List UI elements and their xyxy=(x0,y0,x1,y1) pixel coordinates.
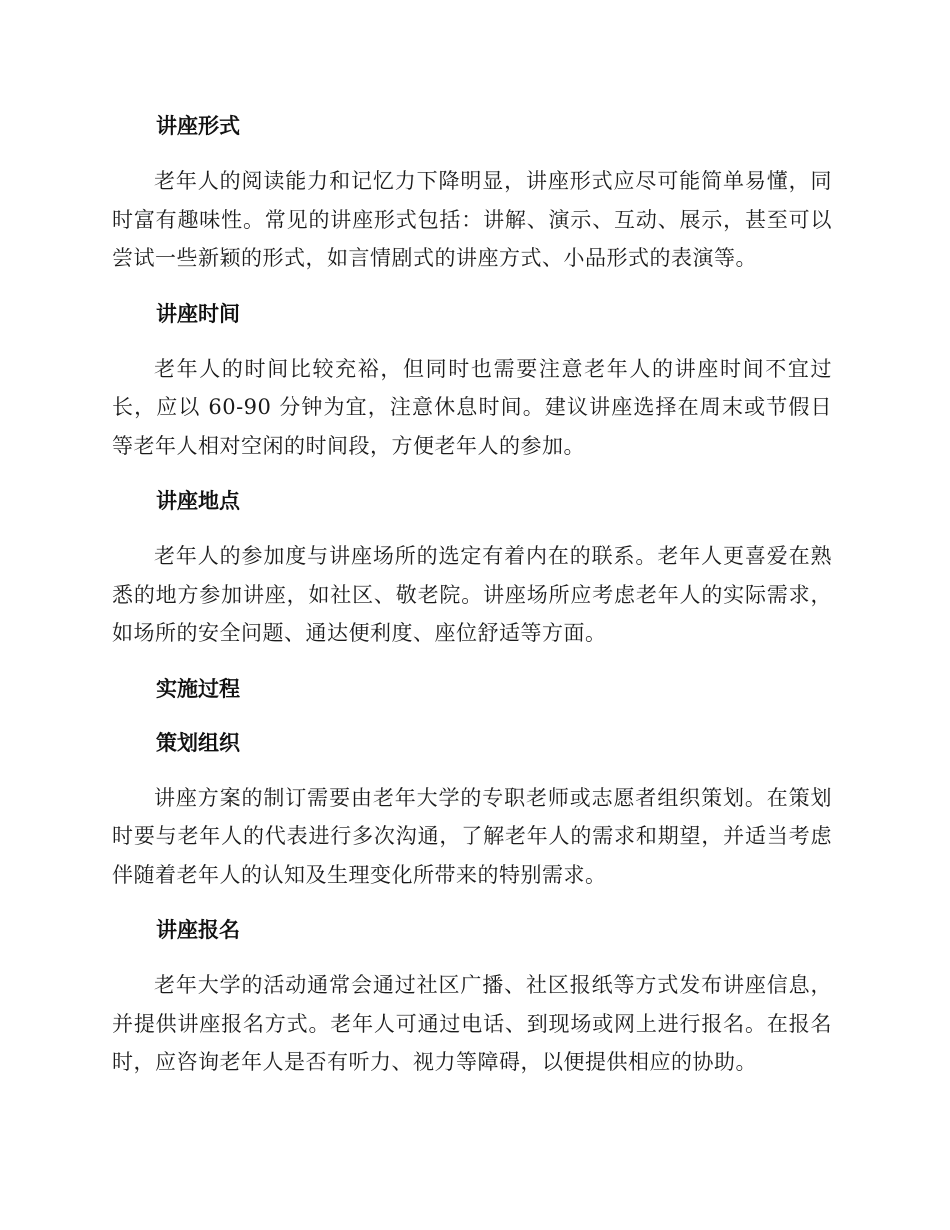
section-heading-registration: 讲座报名 xyxy=(156,917,240,942)
section-heading-lecture-location: 讲座地点 xyxy=(156,488,240,513)
document-page xyxy=(112,108,832,1082)
section-heading-lecture-time: 讲座时间 xyxy=(156,300,240,326)
section-paragraph-registration: 老年大学的活动通常会通过社区广播、社区报纸等方式发布讲座信息，并提供讲座报名方式。老年人可通过电话、到现场或网上进行报名。在报名时，应咨询老年人是否有听力、视力等障碍，以便提供相应的协助。 xyxy=(112,973,832,1074)
section-heading-lecture-format: 讲座形式 xyxy=(156,113,240,138)
section-paragraph-planning: 讲座方案的制订需要由老年大学的专职老师或志愿者组织策划。在策划时要与老年人的代表进行多次沟通，了解老年人的需求和期望，并适当考虑伴随着老年人的认知及生理变化所带来的特别需求。 xyxy=(112,785,832,887)
section-paragraph-lecture-location: 老年人的参加度与讲座场所的选定有着内在的联系。老年人更喜爱在熟悉的地方参加讲座，如社区、敬老院。讲座场所应考虑老年人的实际需求，如场所的安全问题、通达便利度、座位舒适等方面。 xyxy=(112,544,832,645)
section-paragraph-lecture-time: 老年人的时间比较充裕，但同时也需要注意老年人的讲座时间不宜过长，应以 60-90 分钟为宜，注意休息时间。建议讲座选择在周末或节假日等老年人相对空闲的时间段，方便老年人的参加。 xyxy=(112,356,832,458)
section-heading-implementation: 实施过程 xyxy=(156,675,240,701)
section-paragraph-lecture-format: 老年人的阅读能力和记忆力下降明显，讲座形式应尽可能简单易懂，同时富有趣味性。常见的讲座形式包括：讲解、演示、互动、展示，甚至可以尝试一些新颖的形式，如言情剧式的讲座方式、小品形式的表演等。 xyxy=(112,169,832,270)
section-heading-planning: 策划组织 xyxy=(156,729,240,755)
